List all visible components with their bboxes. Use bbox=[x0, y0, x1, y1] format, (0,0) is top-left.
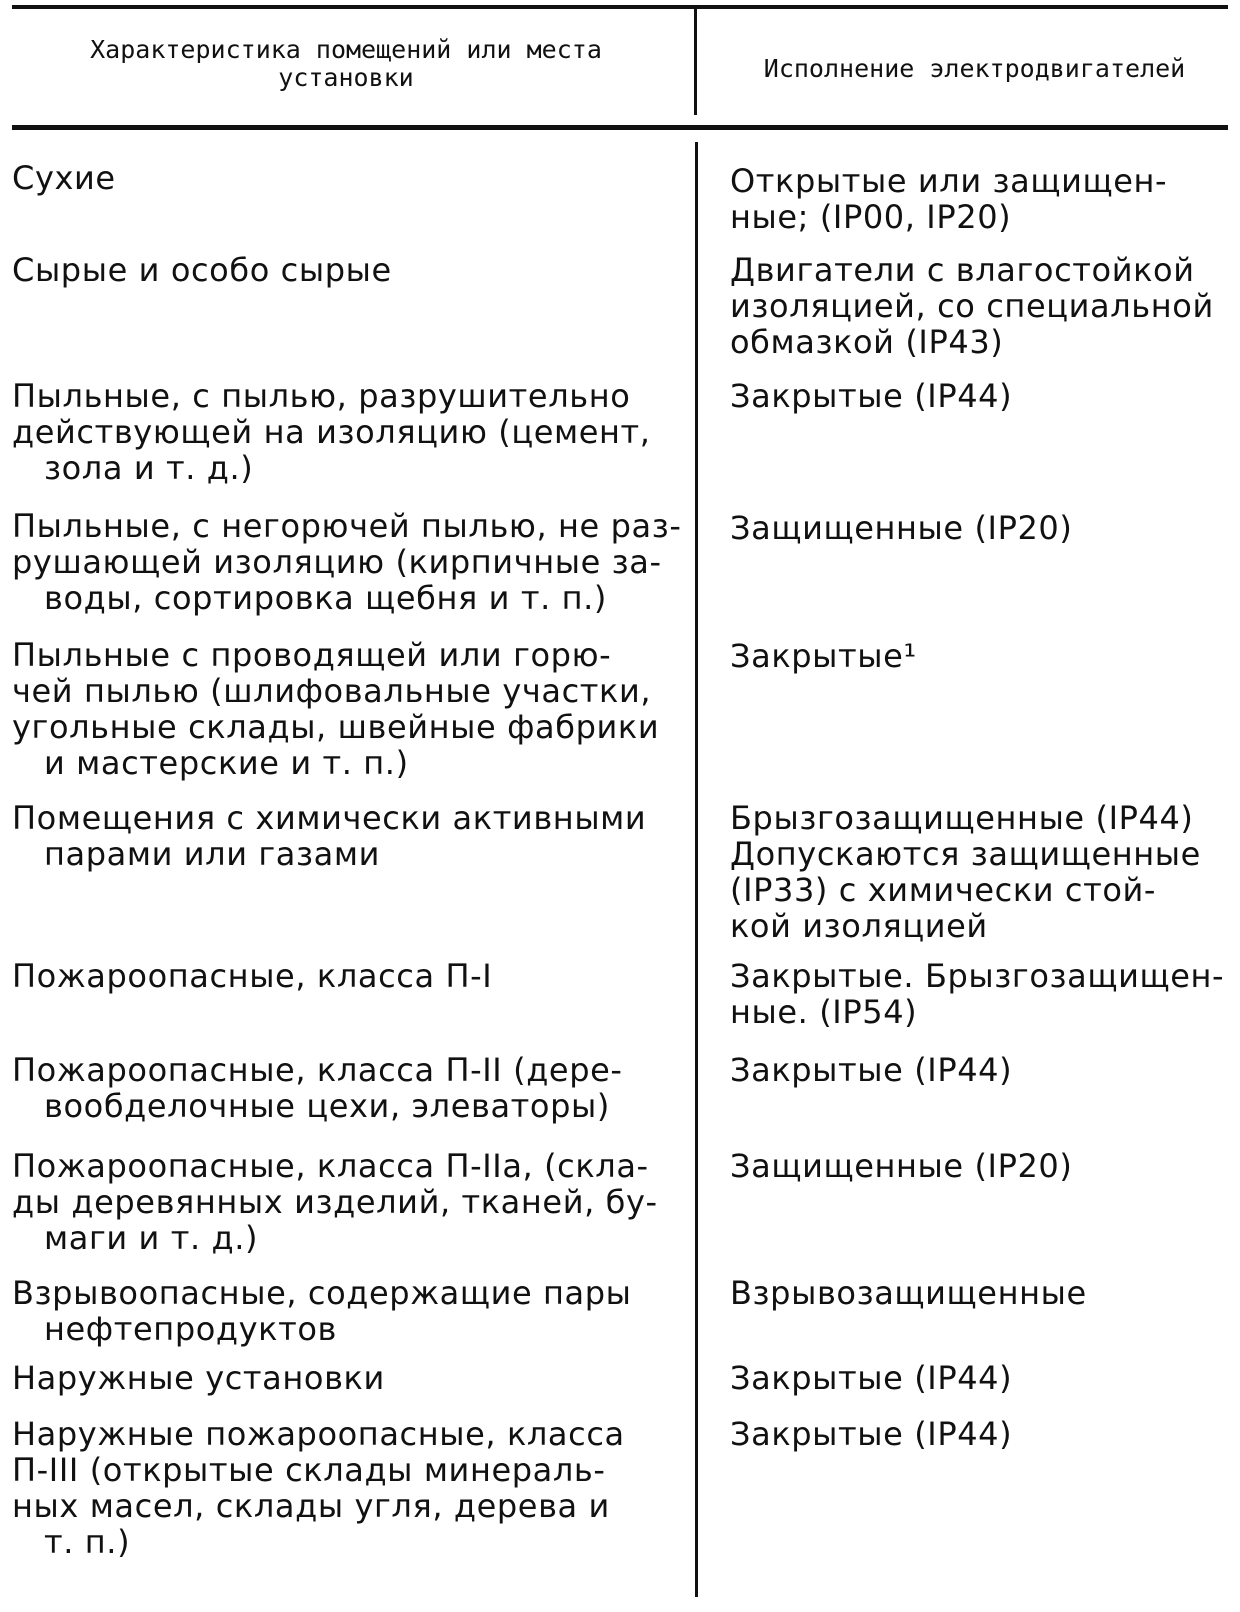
cell-line: Защищенные (IP20) bbox=[730, 1147, 1073, 1185]
cell-line: кой изоляцией bbox=[730, 907, 988, 945]
cell-line: (IP33) с химически стой- bbox=[730, 871, 1157, 909]
table-row-left bbox=[12, 958, 680, 994]
cell-line: изоляцией, со специальной bbox=[730, 287, 1214, 325]
table-row-left bbox=[12, 160, 680, 196]
cell-line: Закрытые (IP44) bbox=[730, 377, 1013, 415]
table-row-right bbox=[730, 800, 1230, 944]
cell-line: Закрытые (IP44) bbox=[730, 1359, 1013, 1397]
table-row-left bbox=[12, 1148, 680, 1256]
cell-line: Двигатели с влагостойкой bbox=[730, 251, 1195, 289]
table-row-left bbox=[12, 1360, 680, 1396]
table-row-left bbox=[12, 378, 680, 486]
cell-line: обмазкой (IP43) bbox=[730, 323, 1004, 361]
cell-line: Пожароопасные, класса П-IIа, (скла- bbox=[12, 1147, 649, 1185]
cell-line: и мастерские и т. п.) bbox=[44, 744, 409, 782]
table-row-right bbox=[730, 1275, 1230, 1311]
table-row-left bbox=[12, 252, 680, 288]
header-left-line: установки bbox=[278, 63, 414, 92]
cell-line: нефтепродуктов bbox=[44, 1310, 337, 1348]
cell-line: ды деревянных изделий, тканей, бу- bbox=[12, 1183, 658, 1221]
header-column-divider bbox=[694, 9, 697, 115]
cell-line: Открытые или защищен- bbox=[730, 162, 1168, 200]
header-left-line: Характеристика помещений или места bbox=[90, 35, 602, 64]
table-row-left bbox=[12, 1275, 680, 1347]
cell-line: рушающей изоляцию (кирпичные за- bbox=[12, 543, 662, 581]
table-row-left bbox=[12, 1052, 680, 1124]
table-row-right bbox=[730, 1416, 1230, 1452]
cell-line: Наружные пожароопасные, класса bbox=[12, 1415, 625, 1453]
header-room-characteristics bbox=[30, 36, 662, 92]
cell-line: ные. (IP54) bbox=[730, 993, 918, 1031]
table-row-left bbox=[12, 1416, 680, 1560]
cell-line: Наружные установки bbox=[12, 1359, 385, 1397]
header-motor-design: Исполнение электродвигателей bbox=[763, 54, 1186, 83]
cell-line: Закрытые¹ bbox=[730, 637, 917, 675]
cell-line: Защищенные (IP20) bbox=[730, 509, 1073, 547]
cell-line: Допускаются защищенные bbox=[730, 835, 1201, 873]
cell-line: действующей на изоляцию (цемент, bbox=[12, 413, 651, 451]
cell-line: Пыльные, с негорючей пылью, не раз- bbox=[12, 507, 682, 545]
cell-line: Сухие bbox=[12, 159, 116, 197]
cell-line: ные; (IP00, IP20) bbox=[730, 198, 1012, 236]
cell-line: П-III (открытые склады минераль- bbox=[12, 1451, 606, 1489]
cell-line: маги и т. д.) bbox=[44, 1219, 259, 1257]
table-row-right bbox=[730, 1148, 1230, 1184]
header-bottom-rule bbox=[12, 125, 1228, 130]
table-row-right bbox=[730, 638, 1230, 674]
table-row-right bbox=[730, 163, 1230, 235]
cell-line: вообделочные цехи, элеваторы) bbox=[44, 1087, 610, 1125]
table-row-left bbox=[12, 508, 680, 616]
table-row-left bbox=[12, 800, 680, 872]
table-row-right bbox=[730, 252, 1230, 360]
table-row-right bbox=[730, 1360, 1230, 1396]
body-column-divider bbox=[695, 142, 698, 1597]
cell-line: Помещения с химически активными bbox=[12, 799, 647, 837]
cell-line: зола и т. д.) bbox=[44, 449, 254, 487]
table-row-right bbox=[730, 958, 1230, 1030]
cell-line: Закрытые. Брызгозащищен- bbox=[730, 957, 1225, 995]
table-top-rule bbox=[12, 5, 1228, 9]
table-row-right bbox=[730, 378, 1230, 414]
cell-line: т. п.) bbox=[44, 1523, 131, 1561]
cell-line: Пожароопасные, класса П-II (дере- bbox=[12, 1051, 623, 1089]
cell-line: парами или газами bbox=[44, 835, 380, 873]
table-row-left bbox=[12, 637, 680, 781]
cell-line: чей пылью (шлифовальные участки, bbox=[12, 672, 652, 710]
table-row-right bbox=[730, 1052, 1230, 1088]
cell-line: угольные склады, швейные фабрики bbox=[12, 708, 660, 746]
cell-line: Закрытые (IP44) bbox=[730, 1051, 1013, 1089]
cell-line: Пыльные, с пылью, разрушительно bbox=[12, 377, 631, 415]
cell-line: Пожароопасные, класса П-I bbox=[12, 957, 493, 995]
cell-line: Пыльные с проводящей или горю- bbox=[12, 636, 612, 674]
cell-line: Взрывоопасные, содержащие пары bbox=[12, 1274, 632, 1312]
cell-line: ных масел, склады угля, дерева и bbox=[12, 1487, 610, 1525]
cell-line: Взрывозащищенные bbox=[730, 1274, 1087, 1312]
cell-line: Закрытые (IP44) bbox=[730, 1415, 1013, 1453]
cell-line: Брызгозащищенные (IP44) bbox=[730, 799, 1194, 837]
cell-line: Сырые и особо сырые bbox=[12, 251, 392, 289]
cell-line: воды, сортировка щебня и т. п.) bbox=[44, 579, 607, 617]
table-row-right bbox=[730, 510, 1230, 546]
